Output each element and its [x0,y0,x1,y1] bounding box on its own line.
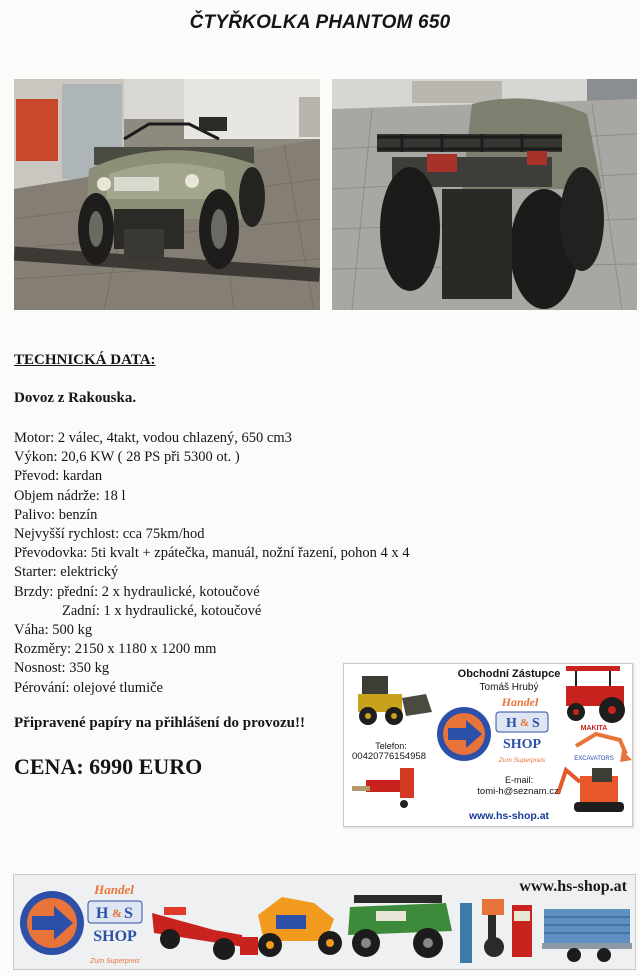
svg-text:H: H [506,716,517,731]
spec-row: Převodovka: 5ti kvalt + zpátečka, manuál, nožní řazení, pohon 4 x 4 [14,545,410,562]
green-atv-icon [348,895,452,958]
svg-text:EXCAVATORS: EXCAVATORS [574,756,614,762]
svg-text:&: & [520,717,530,729]
svg-text:Handel: Handel [501,695,539,709]
svg-text:H: H [96,905,109,922]
email-address: tomi-h@seznam.cz [477,786,559,797]
papers-note: Připravené papíry na přihlášení do provozu!! [14,715,305,731]
spec-row: Výkon: 20,6 KW ( 28 PS při 5300 ot. ) [14,449,240,466]
atv-front-image [14,79,320,310]
business-card [343,663,633,827]
svg-text:MAKITA: MAKITA [580,725,608,732]
atv-front-photo [14,79,320,310]
spec-row: Nejvyšší rychlost: cca 75km/hod [14,526,205,543]
svg-text:Zum Superpreis: Zum Superpreis [90,958,140,965]
svg-text:Zum Superpreis: Zum Superpreis [498,757,546,764]
email-label: E-mail: [504,775,533,785]
mini-excavator-icon [574,725,632,762]
power-tools-icon [460,899,532,963]
svg-text:SHOP: SHOP [502,737,542,752]
svg-text:Handel: Handel [94,882,134,897]
banner-logo-icon [20,882,142,965]
atv-rear-photo [332,79,637,310]
spec-row: Starter: elektrický [14,564,119,581]
card-website: www.hs-shop.at [468,810,550,822]
banner-website: www.hs-shop.at [519,878,627,895]
specs-list [14,429,410,698]
spec-row: Motor: 2 válec, 4takt, vodou chlazený, 650 cm3 [14,430,292,446]
spec-row: Váha: 500 kg [14,622,93,639]
spec-row: Palivo: benzín [14,506,98,523]
wood-splitter-icon [352,768,414,808]
spec-row: Brzdy: přední: 2 x hydraulické, kotoučové [14,583,260,600]
svg-text:SHOP: SHOP [93,928,137,945]
phone-label: Telefon: [375,741,407,751]
import-note: Dovoz z Rakouska. [14,390,137,406]
spec-row: Objem nádrže: 18 l [14,487,126,504]
spec-row: Pérování: olejové tlumiče [14,679,163,696]
race-car-icon [152,907,258,960]
representative-title: Obchodní Zástupce [457,668,561,680]
kids-atv-icon [258,897,342,957]
specs-heading: TECHNICKÁ DATA: [14,352,156,368]
atv-rear-image [332,79,637,310]
spec-row: Rozměry: 2150 x 1180 x 1200 mm [14,641,217,658]
spec-row: Převod: kardan [14,468,103,485]
trailer-icon [542,909,632,962]
spec-row: Nosnost: 350 kg [14,660,110,677]
hs-shop-logo-icon [437,695,548,764]
phone-number: 00420776154958 [352,751,426,762]
svg-text:S: S [532,716,540,731]
svg-text:S: S [124,905,133,922]
page-title: ČTYŘKOLKA PHANTOM 650 [189,12,451,33]
representative-name: Tomáš Hrubý [479,682,539,693]
bottom-banner [13,874,636,970]
spec-row: Zadní: 1 x hydraulické, kotoučové [62,602,262,619]
price: CENA: 6990 EURO [14,754,203,779]
svg-text:&: & [112,906,122,920]
